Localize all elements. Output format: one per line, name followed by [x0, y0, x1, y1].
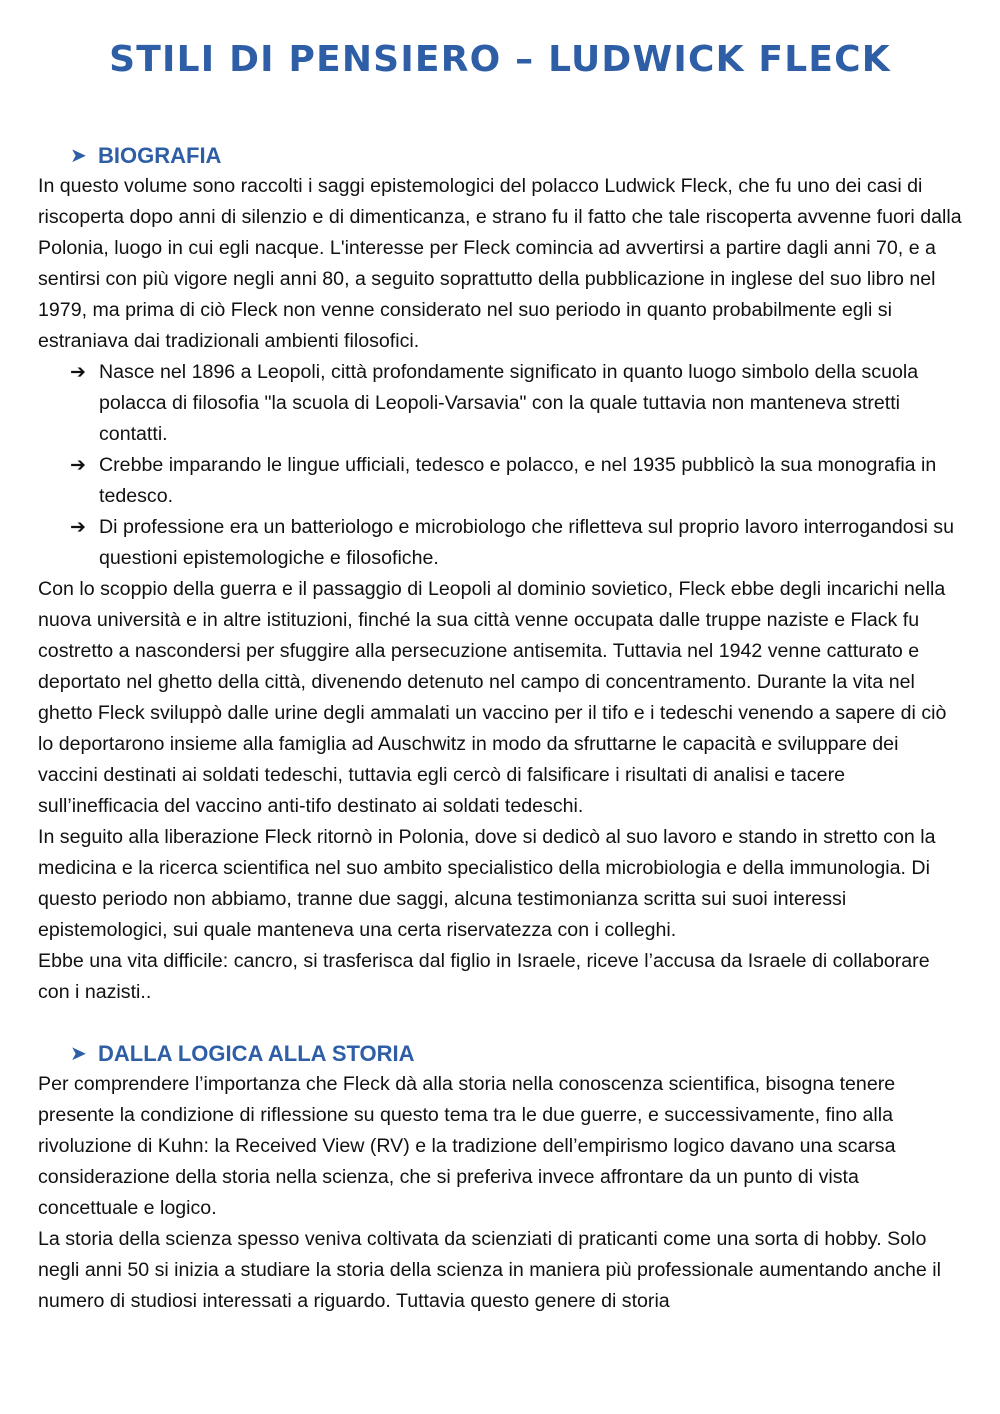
arrowhead-bullet-icon: ➤ — [70, 1043, 87, 1065]
list-item-text: Crebbe imparando le lingue ufficiali, tedesco e polacco, e nel 1935 pubblicò la sua monografia in tedesco. — [99, 454, 937, 507]
right-arrow-bullet-icon: ➔ — [70, 455, 86, 476]
section-heading-label: BIOGRAFIA — [98, 143, 222, 168]
right-arrow-bullet-icon: ➔ — [70, 362, 86, 383]
list-item — [70, 512, 962, 574]
list-item — [70, 357, 962, 450]
list-item — [70, 450, 962, 512]
spacer — [38, 1008, 962, 1039]
paragraph: In seguito alla liberazione Fleck ritornò in Polonia, dove si dedicò al suo lavoro e stando in stretto con la medicina e la ricerca scientifica nel suo ambito specialistico della microbiologia e della immunologia. Di questo periodo non abbiamo, tranne due saggi, alcuna testimonianza scritta sui suoi interessi epistemologici, sui quale manteneva una certa riservatezza con i colleghi. — [38, 826, 936, 941]
arrowhead-bullet-icon: ➤ — [70, 145, 87, 167]
section-heading-dalla-logica-alla-storia — [70, 1039, 962, 1069]
right-arrow-bullet-icon: ➔ — [70, 517, 86, 538]
section-heading-label: DALLA LOGICA ALLA STORIA — [98, 1041, 415, 1066]
list-item-text: Di professione era un batteriologo e microbiologo che rifletteva sul proprio lavoro interrogandosi su questioni epistemologiche e filosofiche. — [99, 516, 954, 569]
list-item-text: Nasce nel 1896 a Leopoli, città profondamente significato in quanto luogo simbolo della scuola polacca di filosofia "la scuola di Leopoli-Varsavia" con la quale tuttavia non manteneva stretti contatti. — [99, 361, 919, 445]
section-heading-biografia — [70, 141, 962, 171]
paragraph: La storia della scienza spesso veniva coltivata da scienziati di praticanti come una sorta di hobby. Solo negli anni 50 si inizia a studiare la storia della scienza in maniera più professionale aumentando anche il numero di studiosi interessati a riguardo. Tuttavia questo genere di storia — [38, 1228, 941, 1312]
paragraph: Ebbe una vita difficile: cancro, si trasferisca dal figlio in Israele, riceve l’accusa da Israele di collaborare con i nazisti.. — [38, 950, 930, 1003]
paragraph: Per comprendere l’importanza che Fleck dà alla storia nella conoscenza scientifica, bisogna tenere presente la condizione di riflessione su questo tema tra le due guerre, e successivamente, fino alla rivoluzione di Kuhn: la Received View (RV) e la tradizione dell’empirismo logico davano una scarsa considerazione della storia nella scienza, che si preferiva invece affrontare da un punto di vista concettuale e logico. — [38, 1073, 896, 1219]
paragraph: Con lo scoppio della guerra e il passaggio di Leopoli al dominio sovietico, Fleck ebbe degli incarichi nella nuova università e in altre istituzioni, finché la sua città venne occupata dalle truppe naziste e Flack fu costretto a nascondersi per sfuggire alla persecuzione antisemita. Tuttavia nel 1942 venne catturato e deportato nel ghetto della città, divenendo detenuto nel campo di concentramento. Durante la vita nel ghetto Fleck sviluppò dalle urine degli ammalati un vaccino per il tifo e i tedeschi venendo a sapere di ciò lo deportarono insieme alla famiglia ad Auschwitz in modo da sfruttarne le capacità e sviluppare dei vaccini destinati ai soldati tedeschi, tuttavia egli cercò di falsificare i risultati di analisi e tacere sull’inefficacia del vaccino anti-tifo destinato ai soldati tedeschi. — [38, 578, 947, 817]
paragraph: In questo volume sono raccolti i saggi epistemologici del polacco Ludwick Fleck, che fu uno dei casi di riscoperta dopo anni di silenzio e di dimenticanza, e strano fu il fatto che tale riscoperta avvenne fuori dalla Polonia, luogo in cui egli nacque. L'interesse per Fleck comincia ad avvertirsi a partire dagli anni 70, e a sentirsi con più vigore negli anni 80, a seguito soprattutto della pubblicazione in inglese del suo libro nel 1979, ma prima di ciò Fleck non venne considerato nel suo periodo in quanto probabilmente egli si estraniava dai tradizionali ambienti filosofici. — [38, 175, 962, 352]
bullet-list — [38, 357, 962, 574]
page-title: STILI DI PENSIERO – LUDWICK FLECK — [109, 39, 891, 80]
